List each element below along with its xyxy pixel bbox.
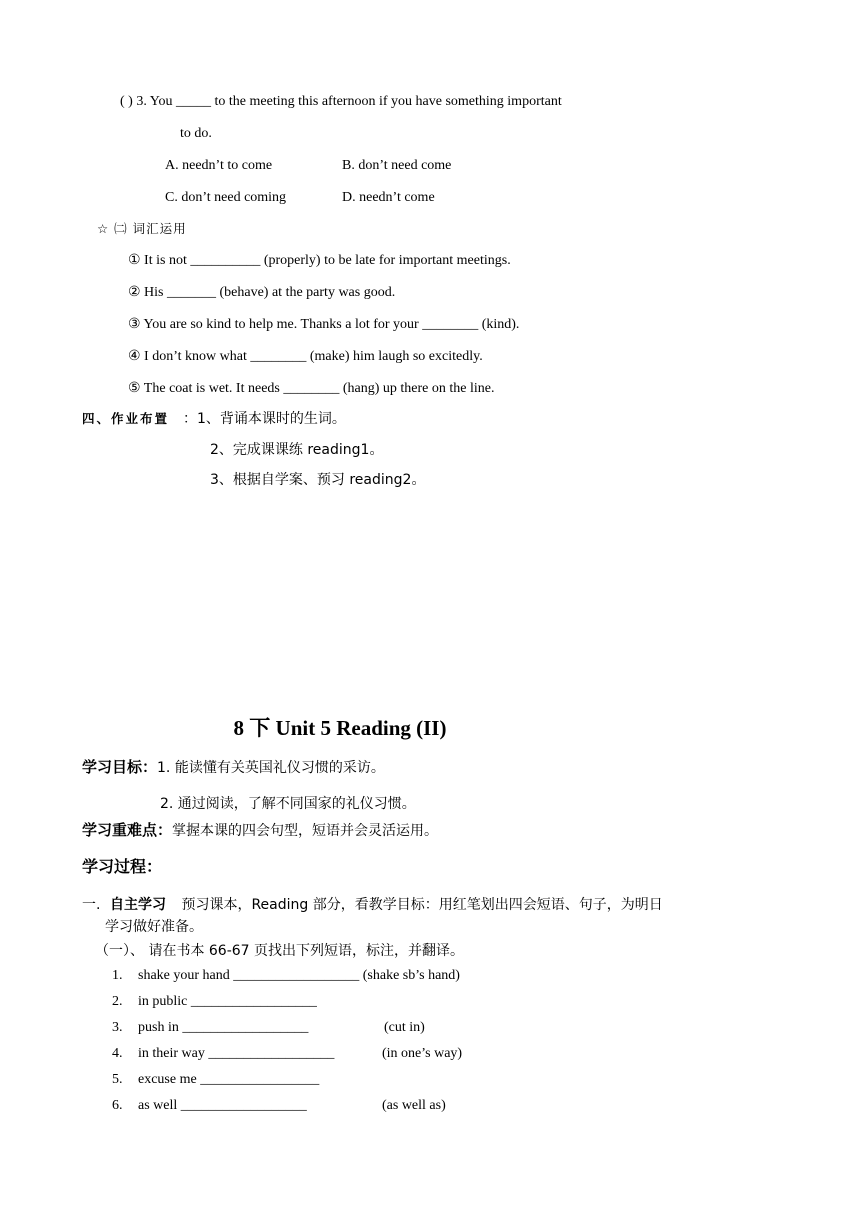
self-study-label: 自主学习 — [109, 897, 166, 913]
phrase-text: in their way __________________ — [138, 1046, 335, 1061]
vocab-item-5: ⑤ The coat is wet. It needs ________ (hang) up there on the line. — [128, 381, 495, 396]
self-study-text-2: 学习做好准备。 — [105, 919, 203, 935]
vocab-heading: ☆ ㈡ 词汇运用 — [97, 221, 187, 236]
option-b: B. don’t need come — [342, 158, 452, 173]
phrase-number: 6. — [112, 1098, 123, 1113]
self-study-text: 预习课本，Reading 部分，看教学目标：用红笔划出四会短语、句子，为明日 — [181, 897, 663, 913]
phrase-text: excuse me _________________ — [138, 1072, 320, 1087]
self-study-prefix: 一. — [82, 897, 101, 913]
homework-heading — [82, 410, 346, 429]
goals-label: 学习目标： — [82, 758, 158, 776]
key-points-text: 掌握本课的四会句型，短语并会灵活运用。 — [172, 823, 439, 839]
phrase-number: 3. — [112, 1020, 123, 1035]
phrase-item — [112, 1045, 334, 1063]
question-3-line-1: ( ) 3. You _____ to the meeting this afternoon if you have something important — [120, 94, 562, 109]
phrase-text: in public __________________ — [138, 994, 317, 1009]
goal-2: 2. 通过阅读，了解不同国家的礼仪习惯。 — [160, 796, 416, 812]
homework-label: 四、作业布置 — [82, 411, 170, 426]
phrase-number: 2. — [112, 994, 123, 1009]
phrase-item — [112, 967, 460, 985]
vocab-item-4: ④ I don’t know what ________ (make) him laugh so excitedly. — [128, 349, 483, 364]
phrase-item — [112, 1097, 307, 1115]
homework-item-1: 1、背诵本课时的生词。 — [197, 411, 346, 427]
phrase-number: 1. — [112, 968, 123, 983]
option-a: A. needn’t to come — [165, 158, 273, 173]
goal-1: 1. 能读懂有关英国礼仪习惯的采访。 — [157, 760, 385, 776]
phrase-note: (as well as) — [382, 1098, 446, 1113]
vocab-item-3: ③ You are so kind to help me. Thanks a lot for your ________ (kind). — [128, 317, 520, 332]
self-study-row — [82, 896, 663, 915]
phrase-number: 4. — [112, 1046, 123, 1061]
vocab-item-2: ② His _______ (behave) at the party was good. — [128, 285, 396, 300]
goals-row — [82, 758, 385, 778]
phrase-item — [112, 1071, 319, 1089]
phrase-text: shake your hand __________________ (shake sb’s hand) — [138, 968, 460, 983]
option-c: C. don’t need coming — [165, 190, 287, 205]
vocab-item-1: ① It is not __________ (properly) to be late for important meetings. — [128, 253, 511, 268]
question-3-line-2: to do. — [180, 126, 212, 141]
lesson-title: 8 下 Unit 5 Reading (II) — [233, 716, 447, 740]
phrase-text: as well __________________ — [138, 1098, 307, 1113]
phrase-item — [112, 993, 317, 1011]
key-points-row — [82, 821, 438, 841]
homework-item-2: 2、完成课课练 reading1。 — [210, 442, 384, 458]
homework-colon: ： — [183, 411, 198, 427]
option-d: D. needn’t come — [342, 190, 435, 205]
phrase-note: (in one’s way) — [382, 1046, 463, 1061]
phrase-item — [112, 1019, 308, 1037]
phrase-text: push in __________________ — [138, 1020, 309, 1035]
phrase-number: 5. — [112, 1072, 123, 1087]
phrases-subheading: （一）、 请在书本 66-67 页找出下列短语，标注，并翻译。 — [95, 943, 465, 959]
homework-item-3: 3、根据自学案、预习 reading2。 — [210, 472, 426, 488]
process-label: 学习过程： — [82, 857, 163, 876]
phrase-note: (cut in) — [384, 1020, 425, 1035]
key-points-label: 学习重难点： — [82, 821, 173, 839]
